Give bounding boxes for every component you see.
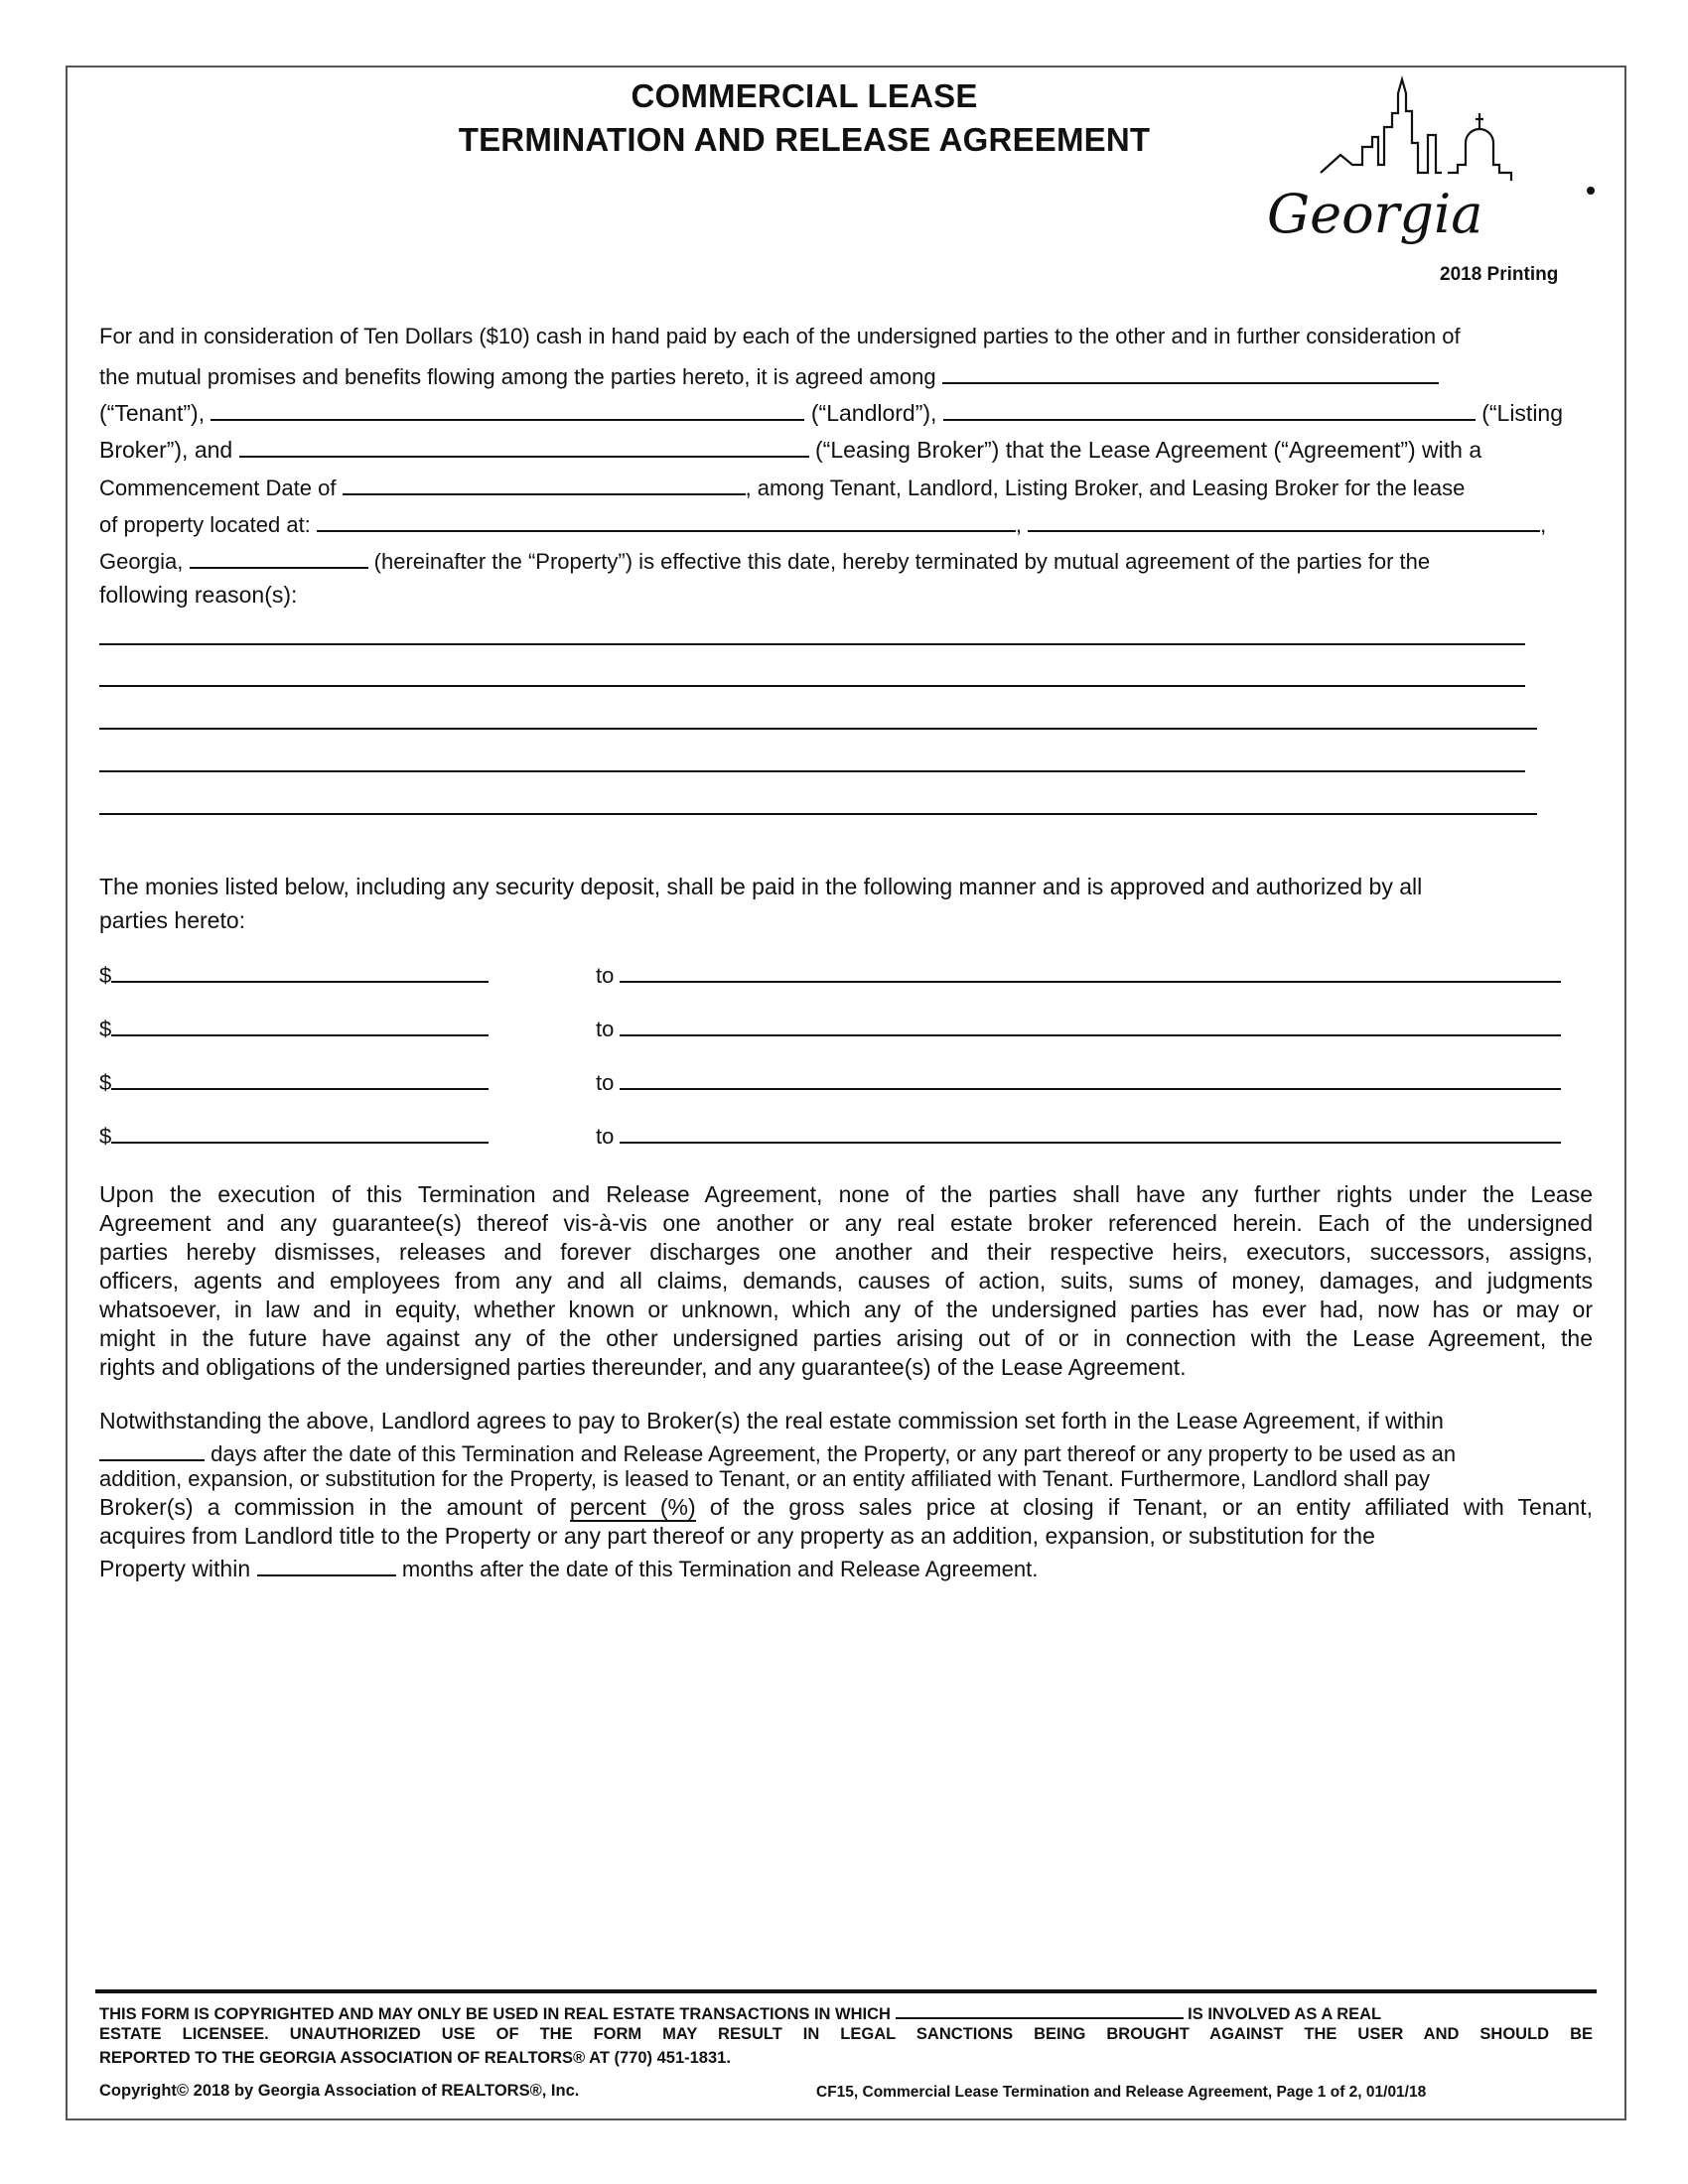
to-label: to xyxy=(596,1124,615,1149)
leasing-broker-blank[interactable] xyxy=(239,434,809,458)
payee-blank[interactable] xyxy=(620,1120,1561,1144)
footer-line-1: THIS FORM IS COPYRIGHTED AND MAY ONLY BE USED IN REAL ESTATE TRANSACTIONS IN WHICH xyxy=(99,2005,891,2023)
form-title-line-2: TERMINATION AND RELEASE AGREEMENT xyxy=(458,121,1151,158)
licensee-blank[interactable] xyxy=(896,2001,1184,2019)
money-row xyxy=(99,1066,489,1096)
parties-blank[interactable] xyxy=(942,360,1439,384)
dollar-sign: $ xyxy=(99,963,112,988)
payee-blank[interactable] xyxy=(620,1066,1561,1090)
copyright-text: Copyright© 2018 by Georgia Association of REALTORS®, Inc. xyxy=(99,2082,580,2100)
footer-line-2: ESTATE LICENSEE. UNAUTHORIZED USE OF THE FORM MAY RESULT IN LEGAL SANCTIONS BEING BROUGHT AGAINST THE USER AND SHOULD BE xyxy=(99,2025,1593,2043)
property-city-blank[interactable] xyxy=(1028,508,1540,532)
footer-line-1-end: IS INVOLVED AS A REAL xyxy=(1188,2005,1382,2023)
months-blank[interactable] xyxy=(257,1553,396,1576)
amount-blank[interactable] xyxy=(111,1066,489,1090)
georgia-skyline-logo xyxy=(1261,73,1599,262)
reason-line[interactable] xyxy=(99,813,1537,815)
amount-blank[interactable] xyxy=(111,1013,489,1036)
commission-line-3: addition, expansion, or substitution for the Property, is leased to Tenant, or an entity affiliated with Tenant. Furthermore, Landlord shall pay xyxy=(99,1466,1430,1491)
money-row xyxy=(99,1013,489,1042)
payee-row xyxy=(596,959,1561,989)
intro-line-2: the mutual promises and benefits flowing among the parties hereto, it is agreed among xyxy=(99,364,936,389)
payee-blank[interactable] xyxy=(620,1013,1561,1036)
commencement-label: Commencement Date of xyxy=(99,476,337,500)
landlord-label: (“Landlord”), xyxy=(810,400,937,426)
printing-year: 2018 Printing xyxy=(1440,264,1559,285)
money-row xyxy=(99,959,489,989)
release-line: parties hereby dismisses, releases and forever discharges one another and their respective heirs, executors, successors, assigns, xyxy=(99,1239,1593,1265)
landlord-name-blank[interactable] xyxy=(211,397,804,421)
comma: , xyxy=(1540,512,1547,537)
amount-blank[interactable] xyxy=(111,1120,489,1144)
to-label: to xyxy=(596,963,615,988)
money-row xyxy=(99,1120,489,1150)
tenant-label: (“Tenant”), xyxy=(99,400,206,426)
form-title-line-1: COMMERCIAL LEASE xyxy=(631,77,978,114)
monies-line-1: The monies listed below, including any security deposit, shall be paid in the following manner and is approved and authorized by all xyxy=(99,874,1423,899)
commencement-date-blank[interactable] xyxy=(343,472,746,495)
payee-row xyxy=(596,1013,1561,1042)
comma: , xyxy=(1015,512,1023,537)
release-line: Agreement and any guarantee(s) thereof vis-à-vis one another or any real estate broker referenced herein. Each of the undersigned xyxy=(99,1210,1593,1236)
footer-rule xyxy=(95,1989,1597,1993)
to-label: to xyxy=(596,1017,615,1041)
percent-blank[interactable]: percent (%) xyxy=(569,1494,696,1520)
release-line: might in the future have against any of the other undersigned parties arising out of or in connection with the Lease Agreement, the xyxy=(99,1325,1593,1351)
reason-line[interactable] xyxy=(99,770,1525,772)
commencement-rest: , among Tenant, Landlord, Listing Broker, and Leasing Broker for the lease xyxy=(745,476,1466,500)
property-within-label: Property within xyxy=(99,1556,251,1581)
georgia-label: Georgia, xyxy=(99,549,184,574)
release-line: Upon the execution of this Termination and Release Agreement, none of the parties shall have any further rights under the Lease xyxy=(99,1181,1593,1207)
release-line: whatsoever, in law and in equity, whether known or unknown, which any of the undersigned parties has ever had, now has or may or xyxy=(99,1297,1593,1322)
property-terminated-text: (hereinafter the “Property”) is effective this date, hereby terminated by mutual agreement of the parties for the xyxy=(373,549,1431,574)
commission-line-1: Notwithstanding the above, Landlord agrees to pay to Broker(s) the real estate commission set forth in the Lease Agreement, if within xyxy=(99,1408,1444,1433)
property-address-blank[interactable] xyxy=(317,508,1016,532)
release-line: officers, agents and employees from any and all claims, demands, causes of action, suits, sums of money, damages, and judgments xyxy=(99,1268,1593,1294)
dollar-sign: $ xyxy=(99,1017,112,1041)
reasons-label: following reason(s): xyxy=(99,582,298,608)
svg-text:Georgia: Georgia xyxy=(1267,183,1483,245)
months-after-text: months after the date of this Termination and Release Agreement. xyxy=(401,1557,1039,1581)
reason-line[interactable] xyxy=(99,643,1525,645)
reason-line[interactable] xyxy=(99,685,1525,687)
reason-line[interactable] xyxy=(99,728,1537,730)
footer-line-3: REPORTED TO THE GEORGIA ASSOCIATION OF REALTORS® AT (770) 451-1831. xyxy=(99,2049,731,2067)
days-blank[interactable] xyxy=(99,1437,205,1461)
commission-line-5: acquires from Landlord title to the Property or any part thereof or any property as an addition, expansion, or substitution for the xyxy=(99,1523,1375,1549)
property-label: of property located at: xyxy=(99,512,311,537)
dollar-sign: $ xyxy=(99,1070,112,1095)
payee-blank[interactable] xyxy=(620,959,1561,983)
broker-and-label: Broker”), and xyxy=(99,437,233,463)
monies-line-2: parties hereto: xyxy=(99,907,246,933)
release-line-last: rights and obligations of the undersigned parties thereunder, and any guarantee(s) of the Lease Agreement. xyxy=(99,1354,1187,1380)
payee-row xyxy=(596,1066,1561,1096)
commission-line-2: days after the date of this Termination and Release Agreement, the Property, or any part thereof or any property to be used as an xyxy=(211,1441,1457,1466)
payee-row xyxy=(596,1120,1561,1150)
intro-line-1: For and in consideration of Ten Dollars ($10) cash in hand paid by each of the undersigned parties to the other and in further consideration of xyxy=(99,324,1461,348)
listing-broker-blank[interactable] xyxy=(943,397,1476,421)
zip-blank[interactable] xyxy=(190,545,368,569)
leasing-broker-label: (“Leasing Broker”) that the Lease Agreement (“Agreement”) with a xyxy=(815,437,1482,463)
form-id: CF15, Commercial Lease Termination and Release Agreement, Page 1 of 2, 01/01/18 xyxy=(816,2084,1427,2101)
listing-label: (“Listing xyxy=(1481,400,1564,426)
commission-amount-label: Broker(s) a commission in the amount of xyxy=(99,1494,556,1520)
to-label: to xyxy=(596,1070,615,1095)
commission-line-4-rest: of the gross sales price at closing if Tenant, or an entity affiliated with Tenant, xyxy=(709,1494,1594,1520)
amount-blank[interactable] xyxy=(111,959,489,983)
dollar-sign: $ xyxy=(99,1124,112,1149)
